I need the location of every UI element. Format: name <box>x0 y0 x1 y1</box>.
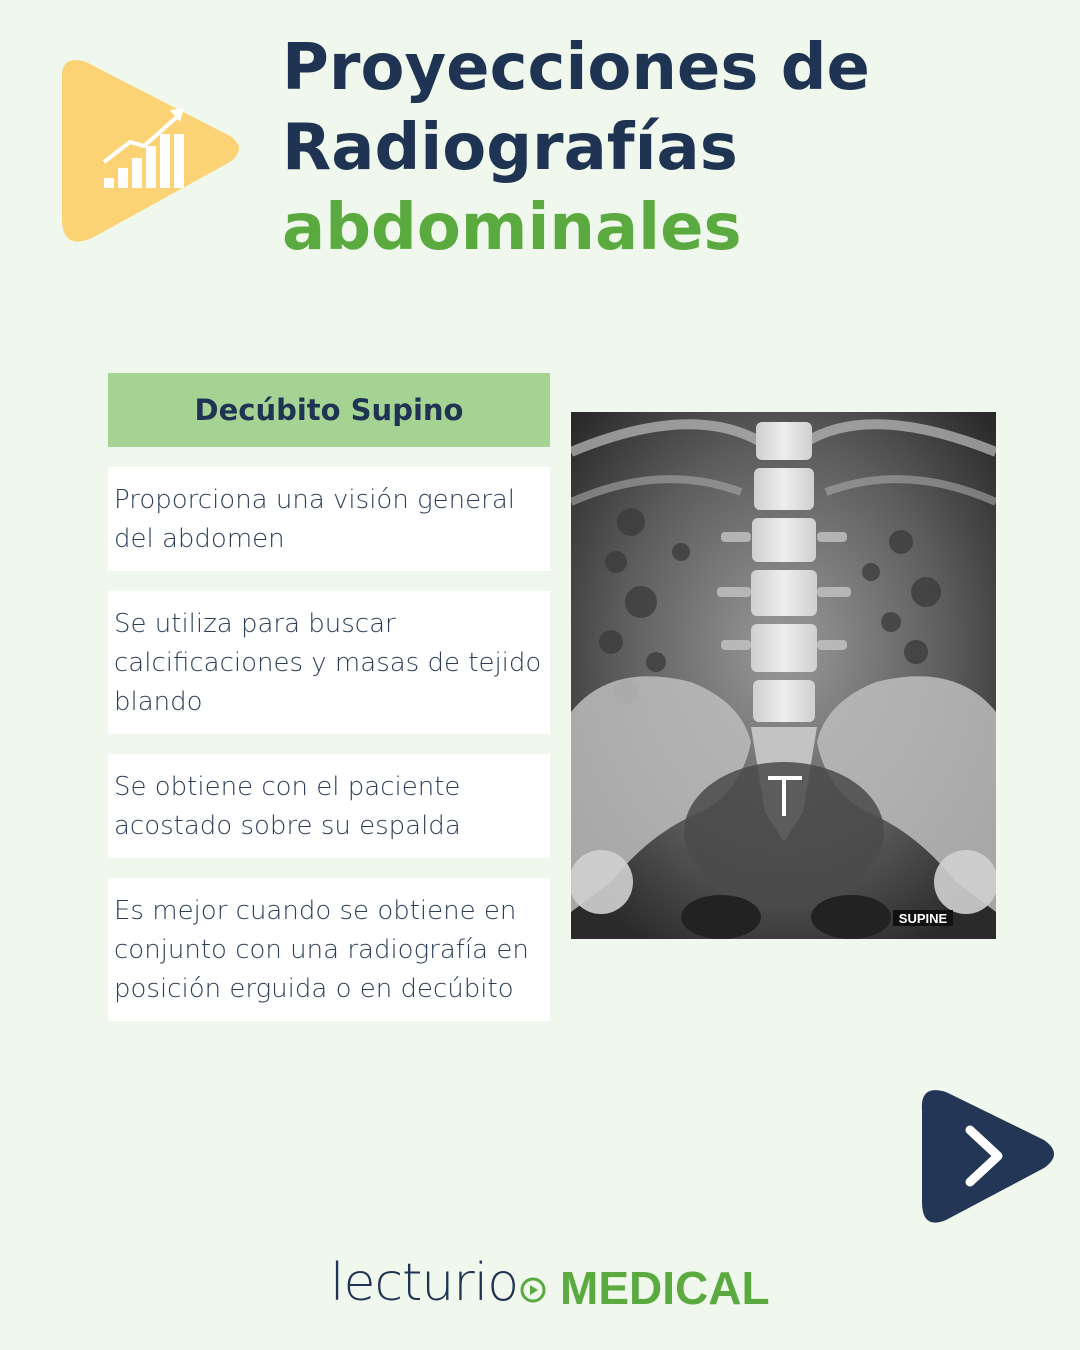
title-line-1: Proyecciones de <box>282 31 870 105</box>
title-line-3: abdominales <box>282 191 742 265</box>
next-slide-button[interactable] <box>912 1082 1062 1232</box>
page-title <box>282 28 870 268</box>
play-circle-icon <box>520 1277 546 1303</box>
brand-wordmark: lecturio <box>330 1253 519 1313</box>
xray-label: SUPINE <box>898 911 948 926</box>
brand-logo <box>330 1248 770 1318</box>
chevron-right-icon <box>912 1082 1062 1232</box>
growth-chart-triangle-icon <box>52 50 248 250</box>
info-card: Es mejor cuando se obtiene en conjunto con una radiografía en posición erguida o en decúbito <box>108 878 550 1021</box>
brand-medical: MEDICAL <box>560 1262 770 1314</box>
info-card: Se utiliza para buscar calcificaciones y masas de tejido blando <box>108 591 550 734</box>
info-card: Se obtiene con el paciente acostado sobre su espalda <box>108 754 550 858</box>
info-card: Proporciona una visión general del abdomen <box>108 467 550 571</box>
abdominal-xray-image <box>571 412 996 939</box>
panel-heading: Decúbito Supino <box>108 373 550 447</box>
title-line-2: Radiografías <box>282 111 738 185</box>
